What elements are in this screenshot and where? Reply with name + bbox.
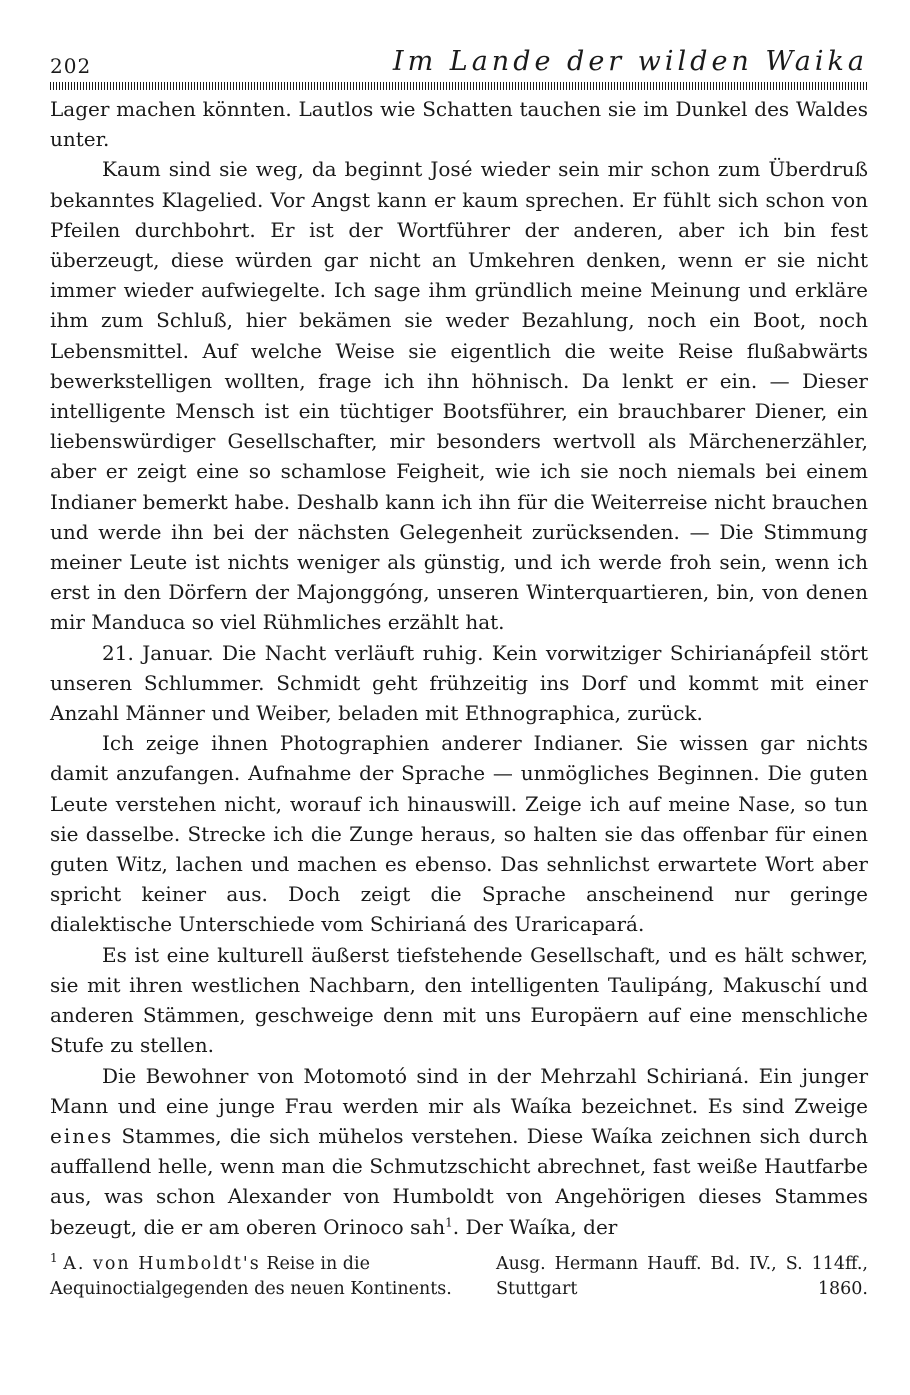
footnote-mark: 1: [50, 1250, 58, 1265]
paragraph-6-start: Die Bewohner von Motomotó sind in der Mehrzahl Schirianá. Ein junger Mann und eine junge Frau werden mir als Waíka bezeichnet. Es sind Zweige: [50, 1063, 868, 1118]
footnote-text-left: Reise in die Aequinoctialgegenden des neuen Kontinents.: [50, 1253, 452, 1299]
page-header: [50, 46, 868, 78]
paragraph-6: [50, 1061, 868, 1242]
paragraph-3: 21. Januar. Die Nacht verläuft ruhig. Kein vorwitziger Schirianápfeil stört unseren Schlummer. Schmidt geht frühzeitig ins Dorf und kommt mit einer Anzahl Männer und Weiber, beladen mit Ethnographica, zurück.: [50, 640, 868, 726]
spaced-word: eines: [50, 1123, 114, 1148]
paragraph-6-end: . Der Waíka, der: [452, 1214, 618, 1239]
paragraph-6-middle: Stammes, die sich mühelos verstehen. Diese Waíka zeichnen sich durch auffallend helle, wenn man die Schmutzschicht abrechnet, fast weiße Hautfarbe aus, was schon Alexander von Humboldt von Angehörigen dieses Stammes bezeugt, die er am oberen Orinoco sah: [50, 1123, 869, 1239]
footnote-left-column: [50, 1252, 470, 1302]
footnote-text-right: Ausg. Hermann Hauff. Bd. IV., S. 114ff., Stuttgart 1860.: [496, 1253, 868, 1299]
footnote-right-column: [496, 1252, 868, 1302]
footnote-author: A. von Humboldt's: [63, 1253, 261, 1274]
book-page: [50, 46, 868, 1302]
header-rule: [50, 82, 868, 90]
page-number: 202: [50, 54, 92, 78]
paragraph-4: Ich zeige ihnen Photographien anderer Indianer. Sie wissen gar nichts damit anzufangen. Aufnahme der Sprache — unmögliches Beginnen. Die guten Leute verstehen nicht, worauf ich hinauswill. Zeige ich auf meine Nase, so tun sie dasselbe. Strecke ich die Zunge heraus, so halten sie das offenbar für einen guten Witz, lachen und machen es ebenso. Das sehnlichst erwartete Wort aber spricht keiner aus. Doch zeigt die Sprache anscheinend nur geringe dialektische Unterschiede vom Schirianá des Uraricapará.: [50, 731, 868, 937]
paragraph-1: Lager machen könnten. Lautlos wie Schatten tauchen sie im Dunkel des Waldes unter.: [50, 97, 868, 152]
paragraph-2: Kaum sind sie weg, da beginnt José wieder sein mir schon zum Überdruß bekanntes Klagelied. Vor Angst kann er kaum sprechen. Er fühlt sich schon von Pfeilen durchbohrt. Er ist der Wortführer der anderen, aber ich bin fest überzeugt, diese würden gar nicht an Umkehren denken, wenn er sie nicht immer wieder aufwiegelte. Ich sage ihm gründlich meine Meinung und erkläre ihm zum Schluß, hier bekämen sie weder Bezahlung, noch ein Boot, noch Lebensmittel. Auf welche Weise sie eigentlich die weite Reise flußabwärts bewerkstelligen wollten, frage ich ihn höhnisch. Da lenkt er ein. — Dieser intelligente Mensch ist ein tüchtiger Bootsführer, ein brauchbarer Diener, ein liebenswürdiger Gesellschafter, mir besonders wertvoll als Märchenerzähler, aber er zeigt eine so schamlose Feigheit, wie ich sie noch niemals bei einem Indianer bemerkt habe. Deshalb kann ich ihn für die Weiterreise nicht brauchen und werde ihn bei der nächsten Gelegenheit zurücksenden. — Die Stimmung meiner Leute ist nichts weniger als günstig, und ich werde froh sein, wenn ich erst in den Dörfern der Majonggóng, unseren Winterquartieren, bin, von denen mir Manduca so viel Rühmliches erzählt hat.: [50, 157, 868, 635]
footnote: [50, 1252, 868, 1302]
body-text: [50, 94, 868, 1242]
running-title: Im Lande der wilden Waika: [392, 46, 868, 77]
paragraph-5: Es ist eine kulturell äußerst tiefstehende Gesellschaft, und es hält schwer, sie mit ihren westlichen Nachbarn, den intelligenten Taulipáng, Makuschí und anderen Stämmen, geschweige denn mit uns Europäern auf eine menschliche Stufe zu stellen.: [50, 942, 868, 1058]
footnote-reference: 1: [445, 1214, 453, 1229]
